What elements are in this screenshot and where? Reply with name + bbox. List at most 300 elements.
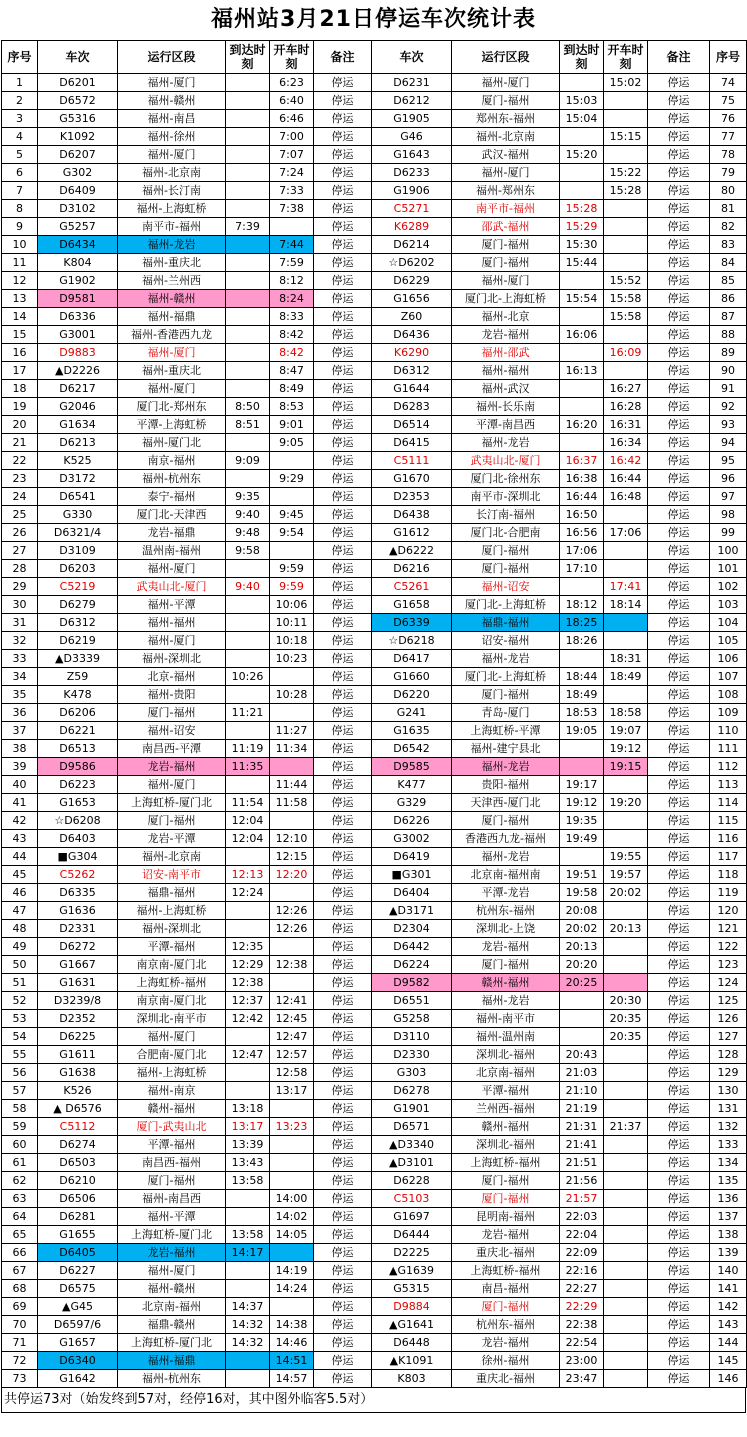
cell-route: 福州-厦门 [118,1028,226,1046]
cell-route: 福州-厦门 [118,776,226,794]
cell-seq: 28 [2,560,38,578]
cell-route: 上海虹桥-福州 [452,1262,560,1280]
cell-route: 福州-贵阳 [118,686,226,704]
cell-route: 福州-厦门 [118,344,226,362]
cell-remark: 停运 [314,1064,372,1082]
table-row [2,1280,747,1298]
cell-depart: 16:28 [604,398,648,416]
cell-arrive: 12:47 [226,1046,270,1064]
cell-train: D6444 [372,1226,452,1244]
cell-train: ☆D6208 [38,812,118,830]
table-row [2,1136,747,1154]
cell-depart: 13:17 [270,1082,314,1100]
cell-arrive: 20:13 [560,938,604,956]
cell-depart: 8:42 [270,344,314,362]
cell-seq: 100 [710,542,747,560]
cell-train: G1655 [38,1226,118,1244]
cell-seq: 87 [710,308,747,326]
cell-depart: 8:47 [270,362,314,380]
cell-depart: 7:59 [270,254,314,272]
cell-arrive: 8:50 [226,398,270,416]
cell-seq: 131 [710,1100,747,1118]
cell-route: 福州-杭州东 [118,470,226,488]
cell-arrive: 13:43 [226,1154,270,1172]
cell-arrive: 21:41 [560,1136,604,1154]
cell-remark: 停运 [648,1010,710,1028]
cell-seq: 112 [710,758,747,776]
cell-arrive [226,596,270,614]
cell-seq: 104 [710,614,747,632]
cell-train: D6503 [38,1154,118,1172]
cell-depart: 16:48 [604,488,648,506]
cell-arrive: 21:03 [560,1064,604,1082]
cell-route: 平潭-上海虹桥 [118,416,226,434]
cell-depart: 12:26 [270,920,314,938]
cell-depart [270,1172,314,1190]
cell-route: 南昌西-福州 [118,1154,226,1172]
cell-remark: 停运 [648,776,710,794]
cell-arrive: 20:08 [560,902,604,920]
cell-route: 郑州东-福州 [452,110,560,128]
table-row [2,992,747,1010]
cell-route: 龙岩-福州 [118,758,226,776]
cell-remark: 停运 [648,578,710,596]
cell-route: 南昌-福州 [452,1280,560,1298]
cell-depart [604,956,648,974]
cell-route: 福州-龙岩 [452,434,560,452]
header-arrive-right: 到达时刻 [560,41,604,74]
cell-arrive: 16:20 [560,416,604,434]
cell-train: G1643 [372,146,452,164]
cell-depart [604,830,648,848]
cell-arrive [226,74,270,92]
cell-remark: 停运 [314,146,372,164]
header-row [2,41,747,74]
cell-seq: 65 [2,1226,38,1244]
cell-depart: 15:02 [604,74,648,92]
cell-seq: 9 [2,218,38,236]
cell-depart: 11:58 [270,794,314,812]
cell-depart [604,1280,648,1298]
cell-train: C5219 [38,578,118,596]
cell-remark: 停运 [314,920,372,938]
cell-train: D6551 [372,992,452,1010]
cell-train: G1611 [38,1046,118,1064]
cell-arrive: 14:37 [226,1298,270,1316]
cell-seq: 66 [2,1244,38,1262]
cell-remark: 停运 [314,614,372,632]
cell-remark: 停运 [648,1172,710,1190]
cell-remark: 停运 [648,704,710,722]
cell-remark: 停运 [314,434,372,452]
cell-arrive [560,182,604,200]
cell-seq: 99 [710,524,747,542]
cell-seq: 142 [710,1298,747,1316]
cell-route: 福鼎-福州 [118,884,226,902]
cell-route: 邵武-福州 [452,218,560,236]
cell-route: 厦门-福州 [452,956,560,974]
cell-depart: 16:34 [604,434,648,452]
cell-remark: 停运 [648,470,710,488]
cell-depart [604,200,648,218]
cell-arrive: 15:29 [560,218,604,236]
cell-depart: 8:49 [270,380,314,398]
cell-train: D6203 [38,560,118,578]
cell-train: ■G304 [38,848,118,866]
cell-train: D6419 [372,848,452,866]
cell-route: 诏安-南平市 [118,866,226,884]
cell-route: 平潭-南昌西 [452,416,560,434]
cell-route: 福州-福州 [118,614,226,632]
cell-train: D6226 [372,812,452,830]
cell-arrive [560,1010,604,1028]
header-seq-right: 序号 [710,41,747,74]
cell-seq: 76 [710,110,747,128]
cell-remark: 停运 [314,110,372,128]
cell-arrive: 21:57 [560,1190,604,1208]
cell-seq: 96 [710,470,747,488]
cell-remark: 停运 [314,722,372,740]
cell-seq: 137 [710,1208,747,1226]
cell-remark: 停运 [314,758,372,776]
table-row [2,488,747,506]
cell-train: G3001 [38,326,118,344]
cell-depart [604,1370,648,1388]
cell-route: 平潭-龙岩 [452,884,560,902]
table-row [2,1154,747,1172]
cell-train: D6274 [38,1136,118,1154]
cell-depart [270,812,314,830]
cell-train: G5316 [38,110,118,128]
cell-train: D6283 [372,398,452,416]
cell-depart [604,218,648,236]
table-row [2,1046,747,1064]
cell-route: 福鼎-福州 [452,614,560,632]
header-remark: 备注 [314,41,372,74]
cell-seq: 133 [710,1136,747,1154]
cell-arrive [560,992,604,1010]
table-row [2,1226,747,1244]
cell-seq: 105 [710,632,747,650]
cell-arrive: 11:19 [226,740,270,758]
table-row [2,938,747,956]
cell-arrive: 13:39 [226,1136,270,1154]
header-route: 运行区段 [118,41,226,74]
cell-arrive [226,722,270,740]
cell-route: 长汀南-福州 [452,506,560,524]
cell-remark: 停运 [314,1298,372,1316]
cell-route: 赣州-福州 [118,1100,226,1118]
cell-seq: 26 [2,524,38,542]
cell-route: 福州-厦门 [118,1262,226,1280]
table-row [2,542,747,560]
cell-seq: 36 [2,704,38,722]
cell-train: D6231 [372,74,452,92]
header-train: 车次 [38,41,118,74]
table-row [2,92,747,110]
cell-train: D6217 [38,380,118,398]
cell-arrive [226,92,270,110]
cell-route: 福州-厦门 [118,146,226,164]
cell-remark: 停运 [314,1028,372,1046]
cell-arrive: 12:37 [226,992,270,1010]
cell-arrive: 23:47 [560,1370,604,1388]
cell-arrive: 19:51 [560,866,604,884]
table-row [2,146,747,164]
cell-seq: 88 [710,326,747,344]
cell-remark: 停运 [314,1082,372,1100]
cell-depart: 17:41 [604,578,648,596]
cell-train: D6221 [38,722,118,740]
cell-train: D6448 [372,1334,452,1352]
cell-train: G330 [38,506,118,524]
cell-remark: 停运 [314,398,372,416]
cell-train: D6214 [372,236,452,254]
cell-route: 龙岩-福州 [452,1226,560,1244]
cell-route: 福州-长乐南 [452,398,560,416]
cell-seq: 90 [710,362,747,380]
cell-train: D6207 [38,146,118,164]
cell-route: 平潭-福州 [118,1136,226,1154]
cell-train: G5258 [372,1010,452,1028]
cell-seq: 6 [2,164,38,182]
cell-seq: 46 [2,884,38,902]
table-row [2,236,747,254]
cell-arrive [560,740,604,758]
cell-arrive: 12:42 [226,1010,270,1028]
cell-route: 厦门-福州 [452,1298,560,1316]
cell-train: G1658 [372,596,452,614]
table-row [2,812,747,830]
cell-train: D6575 [38,1280,118,1298]
cell-train: D6436 [372,326,452,344]
cell-train: D6572 [38,92,118,110]
cell-route: 南平市-福州 [118,218,226,236]
cell-train: K804 [38,254,118,272]
cell-depart: 9:29 [270,470,314,488]
cell-route: 福州-兰州西 [118,272,226,290]
cell-train: D2352 [38,1010,118,1028]
cell-remark: 停运 [648,650,710,668]
cell-seq: 44 [2,848,38,866]
cell-route: 福州-龙岩 [452,758,560,776]
cell-route: 厦门-福州 [452,1172,560,1190]
cell-seq: 139 [710,1244,747,1262]
cell-remark: 停运 [314,650,372,668]
cell-remark: 停运 [648,308,710,326]
cell-train: G1642 [38,1370,118,1388]
cell-depart [604,1100,648,1118]
cell-seq: 91 [710,380,747,398]
cell-train: D6312 [38,614,118,632]
table-row [2,1190,747,1208]
cell-remark: 停运 [314,290,372,308]
cell-arrive [560,128,604,146]
cell-arrive: 19:58 [560,884,604,902]
table-row [2,470,747,488]
cell-arrive: 13:18 [226,1100,270,1118]
cell-train: ▲G45 [38,1298,118,1316]
cell-train: D6278 [372,1082,452,1100]
cell-remark: 停运 [648,866,710,884]
cell-train: K526 [38,1082,118,1100]
cell-remark: 停运 [648,1064,710,1082]
cell-route: 徐州-福州 [452,1352,560,1370]
cell-arrive: 14:17 [226,1244,270,1262]
cell-seq: 141 [710,1280,747,1298]
cell-seq: 60 [2,1136,38,1154]
cell-depart: 11:34 [270,740,314,758]
cell-train: D2330 [372,1046,452,1064]
cell-train: G1657 [38,1334,118,1352]
cell-train: D3102 [38,200,118,218]
table-row [2,614,747,632]
cell-seq: 102 [710,578,747,596]
cell-route: 福州-南平市 [452,1010,560,1028]
cell-arrive: 13:58 [226,1226,270,1244]
cell-arrive [226,290,270,308]
cell-seq: 61 [2,1154,38,1172]
table-row [2,74,747,92]
cell-route: 厦门北-郑州东 [118,398,226,416]
cell-arrive: 21:31 [560,1118,604,1136]
cell-remark: 停运 [648,1370,710,1388]
cell-remark: 停运 [648,740,710,758]
table-row [2,110,747,128]
cell-train: ▲G1639 [372,1262,452,1280]
cell-remark: 停运 [314,362,372,380]
cell-remark: 停运 [648,92,710,110]
cell-route: 福州-北京南 [118,164,226,182]
table-row [2,182,747,200]
cell-arrive [226,632,270,650]
cell-depart: 16:09 [604,344,648,362]
cell-train: D6272 [38,938,118,956]
cell-remark: 停运 [648,1100,710,1118]
cell-route: 南平市-深圳北 [452,488,560,506]
cell-seq: 74 [710,74,747,92]
cell-remark: 停运 [314,1100,372,1118]
cell-depart: 11:27 [270,722,314,740]
cell-route: 南京-福州 [118,452,226,470]
cell-train: D3109 [38,542,118,560]
cell-arrive [226,650,270,668]
cell-arrive: 19:12 [560,794,604,812]
cell-remark: 停运 [314,1244,372,1262]
cell-route: 福州-厦门 [118,74,226,92]
cell-depart: 16:42 [604,452,648,470]
cell-route: 杭州东-福州 [452,902,560,920]
cell-remark: 停运 [648,344,710,362]
cell-seq: 58 [2,1100,38,1118]
cell-seq: 135 [710,1172,747,1190]
cell-seq: 68 [2,1280,38,1298]
cell-remark: 停运 [314,1208,372,1226]
cell-train: K803 [372,1370,452,1388]
cell-arrive [226,1064,270,1082]
cell-train: D6321/4 [38,524,118,542]
table-row [2,290,747,308]
cell-seq: 19 [2,398,38,416]
cell-depart [270,668,314,686]
header-remark-right: 备注 [648,41,710,74]
cell-route: 厦门-武夷山北 [118,1118,226,1136]
cell-seq: 114 [710,794,747,812]
cell-depart: 18:14 [604,596,648,614]
cell-arrive [226,254,270,272]
cell-route: 福州-福州 [452,362,560,380]
cell-route: 福州-温州南 [452,1028,560,1046]
cell-remark: 停运 [314,1334,372,1352]
cell-seq: 52 [2,992,38,1010]
cell-depart: 12:47 [270,1028,314,1046]
table-row [2,1028,747,1046]
cell-train: G2046 [38,398,118,416]
cell-arrive: 16:38 [560,470,604,488]
cell-seq: 126 [710,1010,747,1028]
cell-seq: 62 [2,1172,38,1190]
cell-seq: 77 [710,128,747,146]
cell-depart: 9:05 [270,434,314,452]
cell-seq: 13 [2,290,38,308]
cell-route: 厦门-福州 [118,812,226,830]
cell-train: G1653 [38,794,118,812]
cell-train: G329 [372,794,452,812]
table-row [2,128,747,146]
cell-train: D6229 [372,272,452,290]
cell-seq: 127 [710,1028,747,1046]
cell-depart: 11:44 [270,776,314,794]
table-row [2,686,747,704]
cell-route: 福州-南昌 [118,110,226,128]
cell-depart [604,362,648,380]
cell-depart: 7:00 [270,128,314,146]
cell-seq: 124 [710,974,747,992]
cell-depart: 16:27 [604,380,648,398]
cell-remark: 停运 [314,272,372,290]
cell-remark: 停运 [314,992,372,1010]
cell-depart [604,974,648,992]
cell-depart: 8:24 [270,290,314,308]
cell-remark: 停运 [314,380,372,398]
cell-route: 福州-香港西九龙 [118,326,226,344]
cell-arrive [560,434,604,452]
cell-train: D6312 [372,362,452,380]
cell-route: 上海虹桥-厦门北 [118,794,226,812]
cell-remark: 停运 [648,938,710,956]
cell-train: G1901 [372,1100,452,1118]
cell-route: 福州-龙岩 [452,992,560,1010]
cell-seq: 18 [2,380,38,398]
cell-depart [604,1154,648,1172]
cell-seq: 84 [710,254,747,272]
cell-arrive [226,614,270,632]
cell-route: 龙岩-福鼎 [118,524,226,542]
table-row [2,848,747,866]
cell-route: 深圳北-福州 [452,1136,560,1154]
cell-arrive: 16:50 [560,506,604,524]
cell-remark: 停运 [314,1280,372,1298]
cell-remark: 停运 [648,110,710,128]
cell-train: D6404 [372,884,452,902]
header-depart: 开车时刻 [270,41,314,74]
cell-depart: 15:15 [604,128,648,146]
cell-train: G46 [372,128,452,146]
cell-depart: 9:59 [270,578,314,596]
cell-train: G1902 [38,272,118,290]
cell-train: D6506 [38,1190,118,1208]
cell-depart [604,938,648,956]
